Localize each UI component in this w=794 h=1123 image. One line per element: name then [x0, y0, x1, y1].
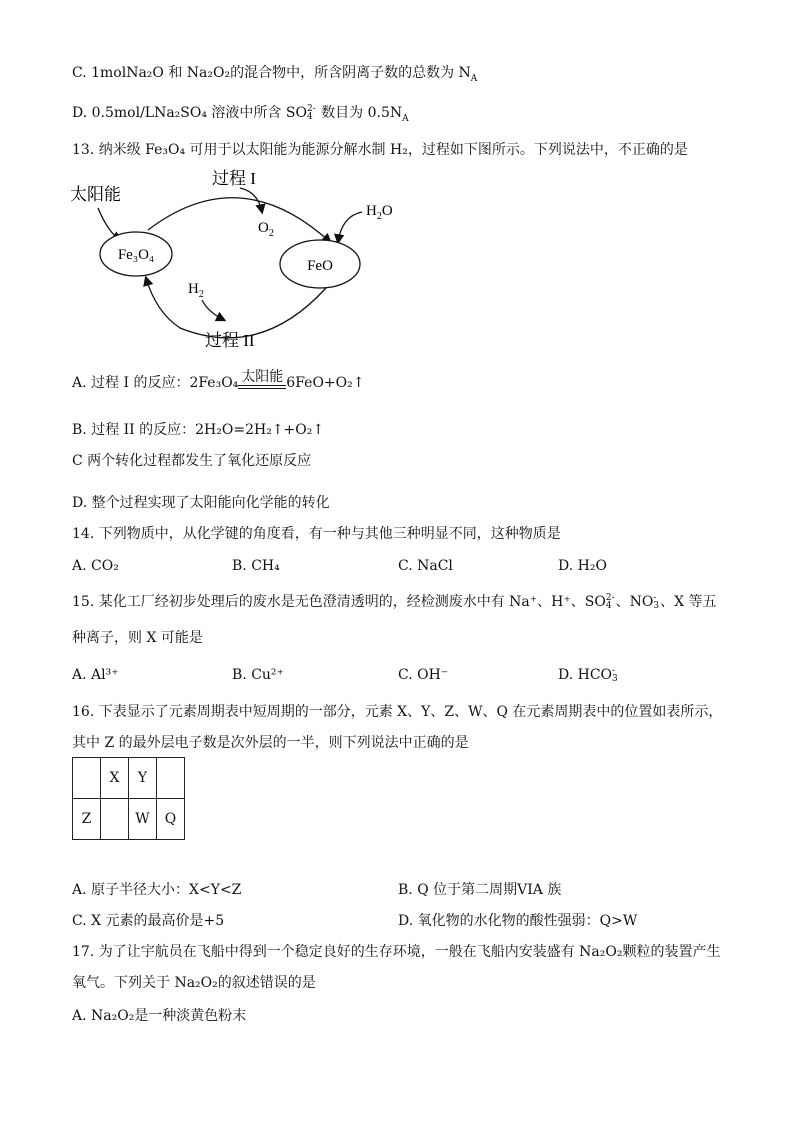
- q15-option-a: A. Al³⁺: [72, 667, 119, 683]
- q13-option-a: A. 过程 I 的反应：2Fe₃O₄ 太阳能 6FeO+O₂↑: [72, 369, 365, 391]
- lower-arc: [146, 278, 326, 338]
- sun-label: 太阳能: [70, 185, 121, 204]
- q14-option-d: D. H₂O: [558, 558, 607, 574]
- q15-option-d: D. HCO - 3: [558, 666, 618, 684]
- so4-charge: 2- 4: [306, 104, 316, 122]
- q13-option-b: B. 过程 II 的反应：2H₂O=2H₂↑+O₂↑: [72, 422, 325, 438]
- condition-over-arrow: 太阳能: [238, 369, 286, 389]
- q16-option-b: B. Q 位于第二周期VIA 族: [398, 882, 562, 898]
- q14-option-a: A. CO₂: [72, 558, 119, 574]
- h2-label: $H_2$: [188, 281, 204, 300]
- h2-arrow: [202, 300, 224, 320]
- q16-option-c: C. X 元素的最高价是+5: [72, 913, 225, 929]
- q14-option-b: B. CH₄: [232, 558, 280, 574]
- q13-stem: 13. 纳米级 Fe₃O₄ 可用于以太阳能为能源分解水制 H₂，过程如下图所示。下列说法中，不正确的是: [72, 142, 688, 158]
- pt-cell: [157, 758, 185, 799]
- pt-cell: [101, 799, 129, 840]
- process2-label: 过程 II: [205, 331, 255, 350]
- q16-stem-line2: 其中 Z 的最外层电子数是次外层的一半，则下列说法中正确的是: [72, 735, 469, 751]
- h2o-label: $H_2O$: [366, 203, 393, 222]
- o2-label: $O_2$: [258, 220, 274, 239]
- q12-option-c: C. 1molNa₂O 和 Na₂O₂的混合物中，所含阴离子数的总数为 $N_A$: [72, 65, 478, 84]
- upper-arc: [148, 198, 330, 242]
- q15-option-b: B. Cu²⁺: [232, 667, 284, 683]
- fe3o4-cycle-diagram: [60, 160, 420, 360]
- fe3o4-label: Fe₃O₄: [117, 247, 155, 263]
- q16-stem-line1: 16. 下表显示了元素周期表中短周期的一部分，元素 X、Y、Z、W、Q 在元素周期表中的位置如表所示，: [72, 704, 723, 720]
- q15-stem-line1: 15. 某化工厂经初步处理后的废水是无色澄清透明的，经检测废水中有 Na⁺、H⁺、SO 2- 4 、NO - 3 、X 等五: [72, 593, 717, 611]
- pt-cell-q: Q: [157, 799, 185, 840]
- process1-label: 过程 I: [212, 169, 256, 188]
- pt-cell-z: Z: [73, 799, 101, 840]
- pt-cell-w: W: [129, 799, 157, 840]
- q13-option-c: C 两个转化过程都发生了氧化还原反应: [72, 453, 312, 469]
- q17-stem-line2: 氧气。下列关于 Na₂O₂的叙述错误的是: [72, 975, 316, 991]
- q15-stem-line2: 种离子，则 X 可能是: [72, 630, 203, 646]
- q14-stem: 14. 下列物质中，从化学键的角度看，有一种与其他三种明显不同，这种物质是: [72, 526, 561, 542]
- periodic-table-fragment: [72, 757, 185, 840]
- h2o-arrow: [338, 212, 362, 242]
- q16-option-d: D. 氧化物的水化物的酸性强弱：Q>W: [398, 913, 638, 929]
- q17-option-a: A. Na₂O₂是一种淡黄色粉末: [72, 1008, 247, 1024]
- q16-option-a: A. 原子半径大小：X<Y<Z: [72, 882, 242, 898]
- pt-cell: [73, 758, 101, 799]
- q15-option-c: C. OH⁻: [398, 667, 449, 683]
- q12-option-d: D. 0.5mol/LNa₂SO₄ 溶液中所含 SO 2- 4 数目为 $0.5N_A$: [72, 104, 409, 124]
- feo-label: FeO: [307, 258, 333, 274]
- q17-stem-line1: 17. 为了让宇航员在飞船中得到一个稳定良好的生存环境，一般在飞船内安装盛有 Na₂O₂颗粒的装置产生: [72, 944, 721, 960]
- q13-option-d: D. 整个过程实现了太阳能向化学能的转化: [72, 495, 330, 511]
- pt-cell-y: Y: [129, 758, 157, 799]
- q14-option-c: C. NaCl: [398, 558, 453, 574]
- pt-cell-x: X: [101, 758, 129, 799]
